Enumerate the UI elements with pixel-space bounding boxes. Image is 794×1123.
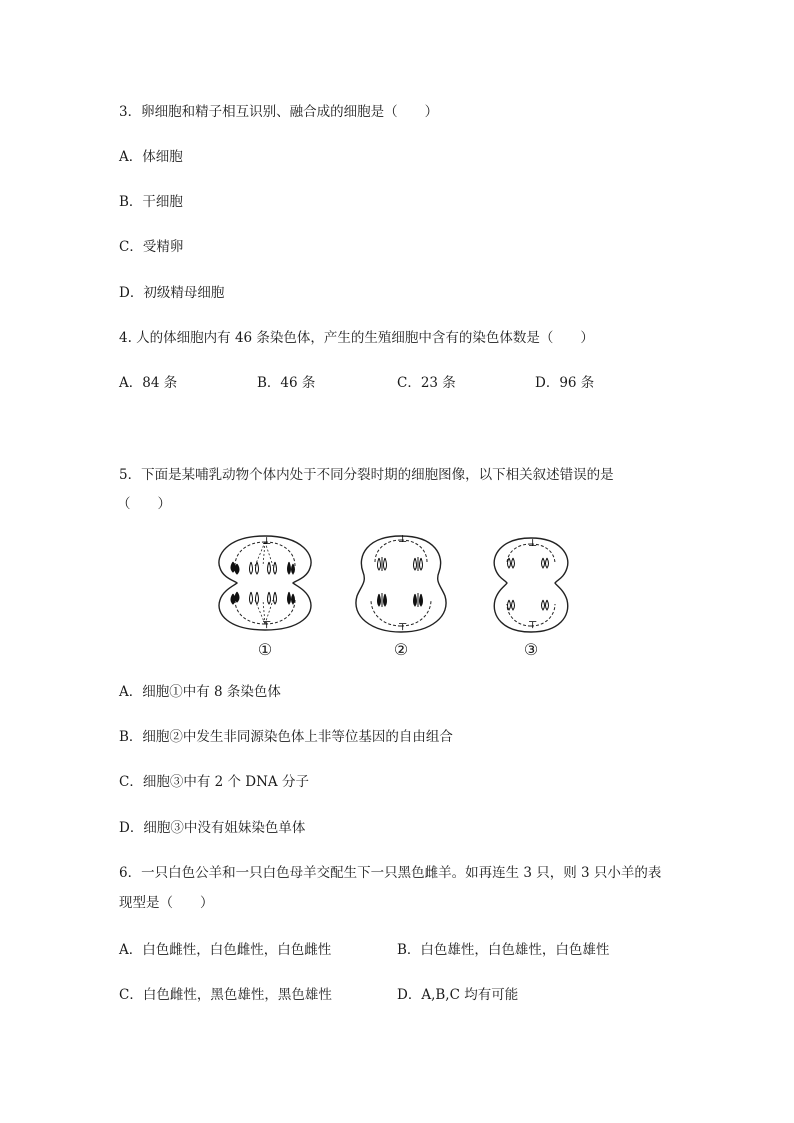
q4-option-c: C．23 条 [397, 375, 456, 391]
figure-label-1: ① [257, 640, 273, 659]
svg-text:⊤: ⊤ [398, 622, 408, 633]
figure-label-2: ② [393, 640, 409, 659]
q5-stem-bracket: （ ） [117, 496, 171, 512]
q6-option-d: D．A,B,C 均有可能 [397, 987, 519, 1003]
svg-text:⊤: ⊤ [262, 620, 272, 631]
svg-text:⊥: ⊥ [262, 536, 272, 547]
cell-1-diagram [219, 536, 311, 631]
q5-option-d: D．细胞③中没有姐妹染色单体 [119, 820, 306, 836]
q5-option-b: B．细胞②中发生非同源染色体上非等位基因的自由组合 [119, 729, 453, 745]
q6-stem-line2: 现型是（ ） [119, 895, 214, 911]
svg-text:⊤: ⊤ [528, 620, 538, 631]
figure-label-3: ③ [523, 640, 539, 659]
cell-diagrams-svg [215, 528, 585, 643]
q4-option-b: B．46 条 [257, 375, 316, 391]
q5-option-c: C．细胞③中有 2 个 DNA 分子 [119, 774, 309, 790]
q6-stem-line1: 6．一只白色公羊和一只白色母羊交配生下一只黑色雌羊。如再连生 3 只，则 3 只小羊的表 [119, 865, 662, 881]
q3-option-a: A．体细胞 [119, 149, 183, 165]
cell-division-figure [215, 528, 585, 668]
svg-text:⊥: ⊥ [398, 534, 408, 545]
q4-option-d: D．96 条 [535, 375, 595, 391]
q4-option-a: A．84 条 [119, 375, 178, 391]
cell-2-diagram [356, 534, 446, 633]
q6-option-c: C．白色雌性，黑色雄性，黑色雄性 [119, 987, 332, 1003]
q6-option-a: A．白色雌性，白色雌性，白色雌性 [119, 942, 332, 958]
q5-option-a: A．细胞①中有 8 条染色体 [119, 684, 281, 700]
cell-3-diagram [494, 538, 568, 632]
q4-stem: 4. 人的体细胞内有 46 条染色体，产生的生殖细胞中含有的染色体数是（ ） [119, 330, 594, 346]
svg-text:⊥: ⊥ [528, 538, 538, 549]
q3-option-c: C．受精卵 [119, 239, 184, 255]
q3-stem: 3．卵细胞和精子相互识别、融合成的细胞是（ ） [119, 104, 439, 120]
q6-option-b: B．白色雄性，白色雄性，白色雄性 [397, 942, 610, 958]
q5-stem: 5．下面是某哺乳动物个体内处于不同分裂时期的细胞图像，以下相关叙述错误的是 [119, 467, 614, 483]
q3-option-d: D．初级精母细胞 [119, 285, 225, 301]
q3-option-b: B．干细胞 [119, 194, 183, 210]
